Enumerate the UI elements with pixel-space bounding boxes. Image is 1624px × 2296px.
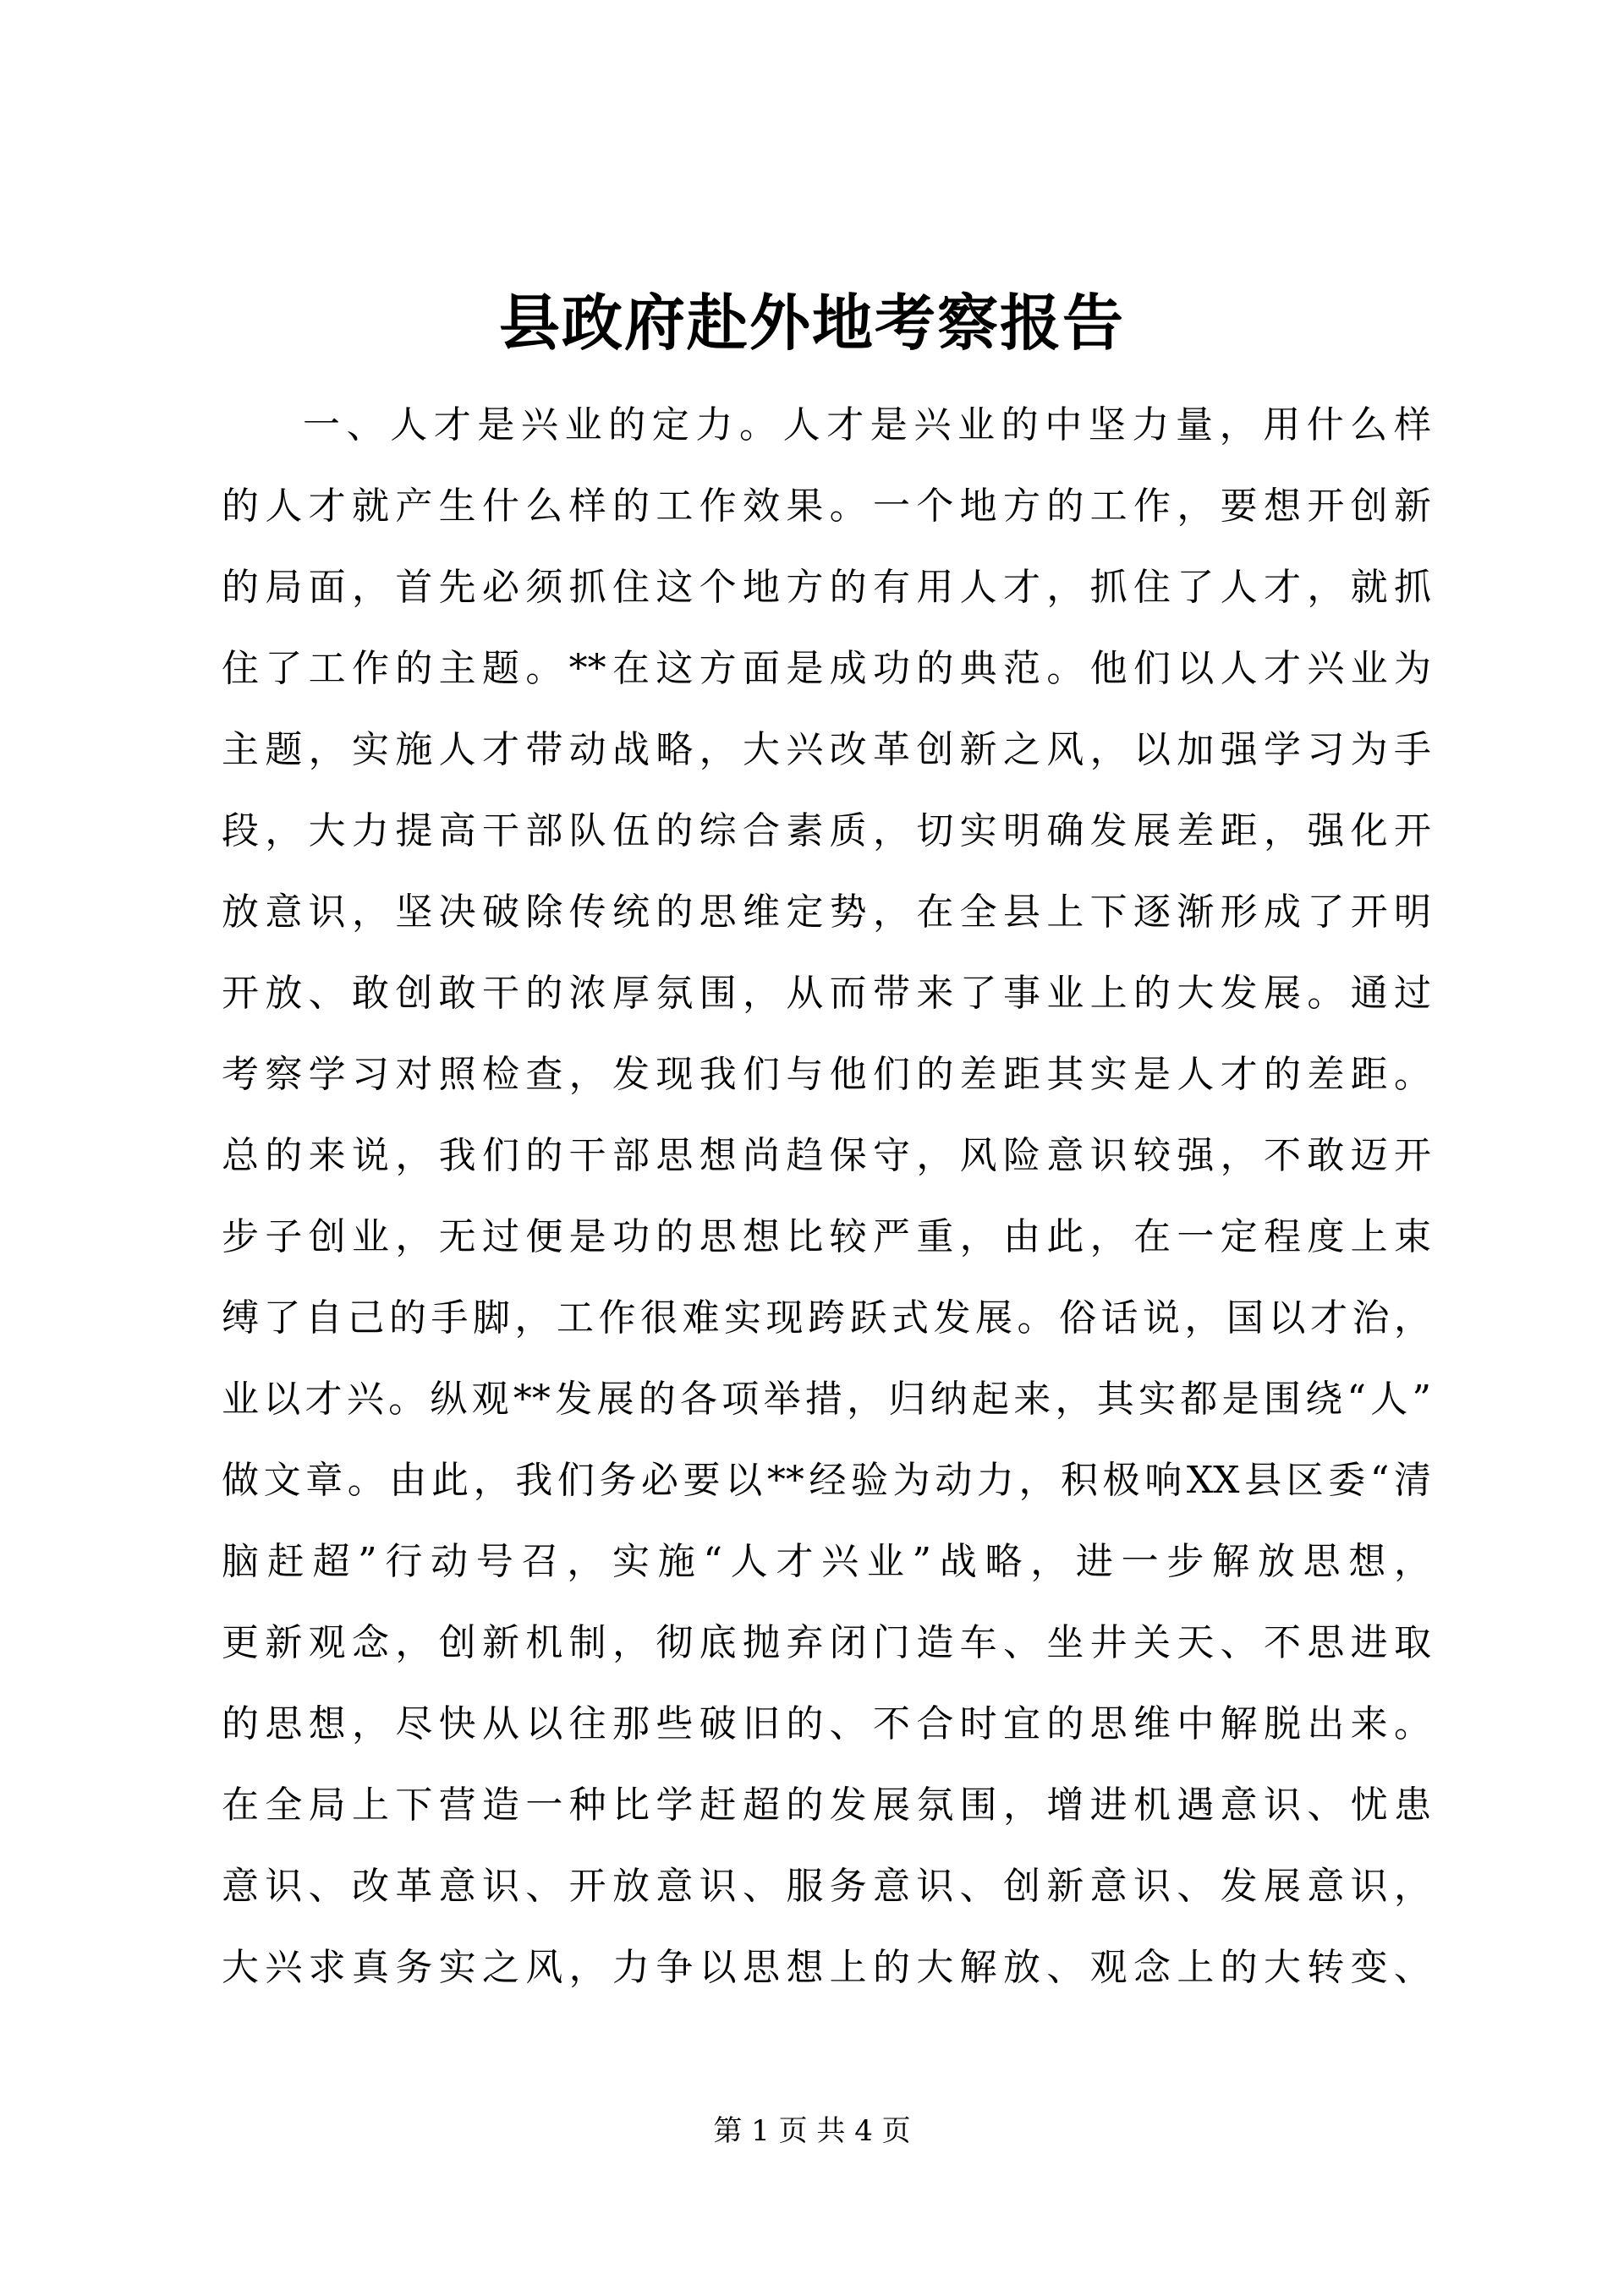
paragraph-line: 的局面，首先必须抓住这个地方的有用人才，抓住了人才，就抓 [222, 566, 1431, 609]
paragraph-line: 做文章。由此，我们务必要以**经验为动力，积极响XX县区委“清 [222, 1459, 1431, 1502]
paragraph-line: 的思想，尽快从以往那些破旧的、不合时宜的思维中解脱出来。 [222, 1702, 1431, 1745]
page-number-footer: 第 1 页 共 4 页 [713, 2114, 911, 2148]
paragraph-line: 缚了自己的手脚，工作很难实现跨跃式发展。俗话说，国以才治， [222, 1296, 1431, 1340]
paragraph-line: 考察学习对照检查，发现我们与他们的差距其实是人才的差距。 [222, 1053, 1431, 1096]
paragraph-line: 在全局上下营造一种比学赶超的发展氛围，增进机遇意识、忧患 [222, 1784, 1431, 1827]
paragraph-line: 住了工作的主题。**在这方面是成功的典范。他们以人才兴业为 [222, 647, 1431, 690]
paragraph-line: 一、人才是兴业的定力。人才是兴业的中坚力量，用什么样 [303, 403, 1431, 447]
paragraph-line: 段，大力提高干部队伍的综合素质，切实明确发展差距，强化开 [222, 809, 1431, 852]
paragraph-line: 业以才兴。纵观**发展的各项举措，归纳起来，其实都是围绕“人” [222, 1378, 1431, 1421]
paragraph-line: 大兴求真务实之风，力争以思想上的大解放、观念上的大转变、 [222, 1946, 1431, 1989]
paragraph-line: 总的来说，我们的干部思想尚趋保守，风险意识较强，不敢迈开 [222, 1134, 1431, 1177]
paragraph-line: 步子创业，无过便是功的思想比较严重，由此，在一定程度上束 [222, 1215, 1431, 1258]
paragraph-line: 意识、改革意识、开放意识、服务意识、创新意识、发展意识， [222, 1865, 1431, 1908]
paragraph-line: 的人才就产生什么样的工作效果。一个地方的工作，要想开创新 [222, 485, 1431, 528]
paragraph-line: 脑赶超”行动号召，实施“人才兴业”战略，进一步解放思想， [222, 1540, 1431, 1583]
paragraph-line: 更新观念，创新机制，彻底抛弃闭门造车、坐井关天、不思进取 [222, 1621, 1431, 1664]
paragraph-line: 开放、敢创敢干的浓厚氛围，从而带来了事业上的大发展。通过 [222, 972, 1431, 1015]
document-title: 县政府赴外地考察报告 [498, 287, 1125, 359]
paragraph-line: 放意识，坚决破除传统的思维定势，在全县上下逐渐形成了开明 [222, 890, 1431, 934]
body-paragraph [222, 385, 1431, 2008]
paragraph-line: 主题，实施人才带动战略，大兴改革创新之风，以加强学习为手 [222, 728, 1431, 771]
